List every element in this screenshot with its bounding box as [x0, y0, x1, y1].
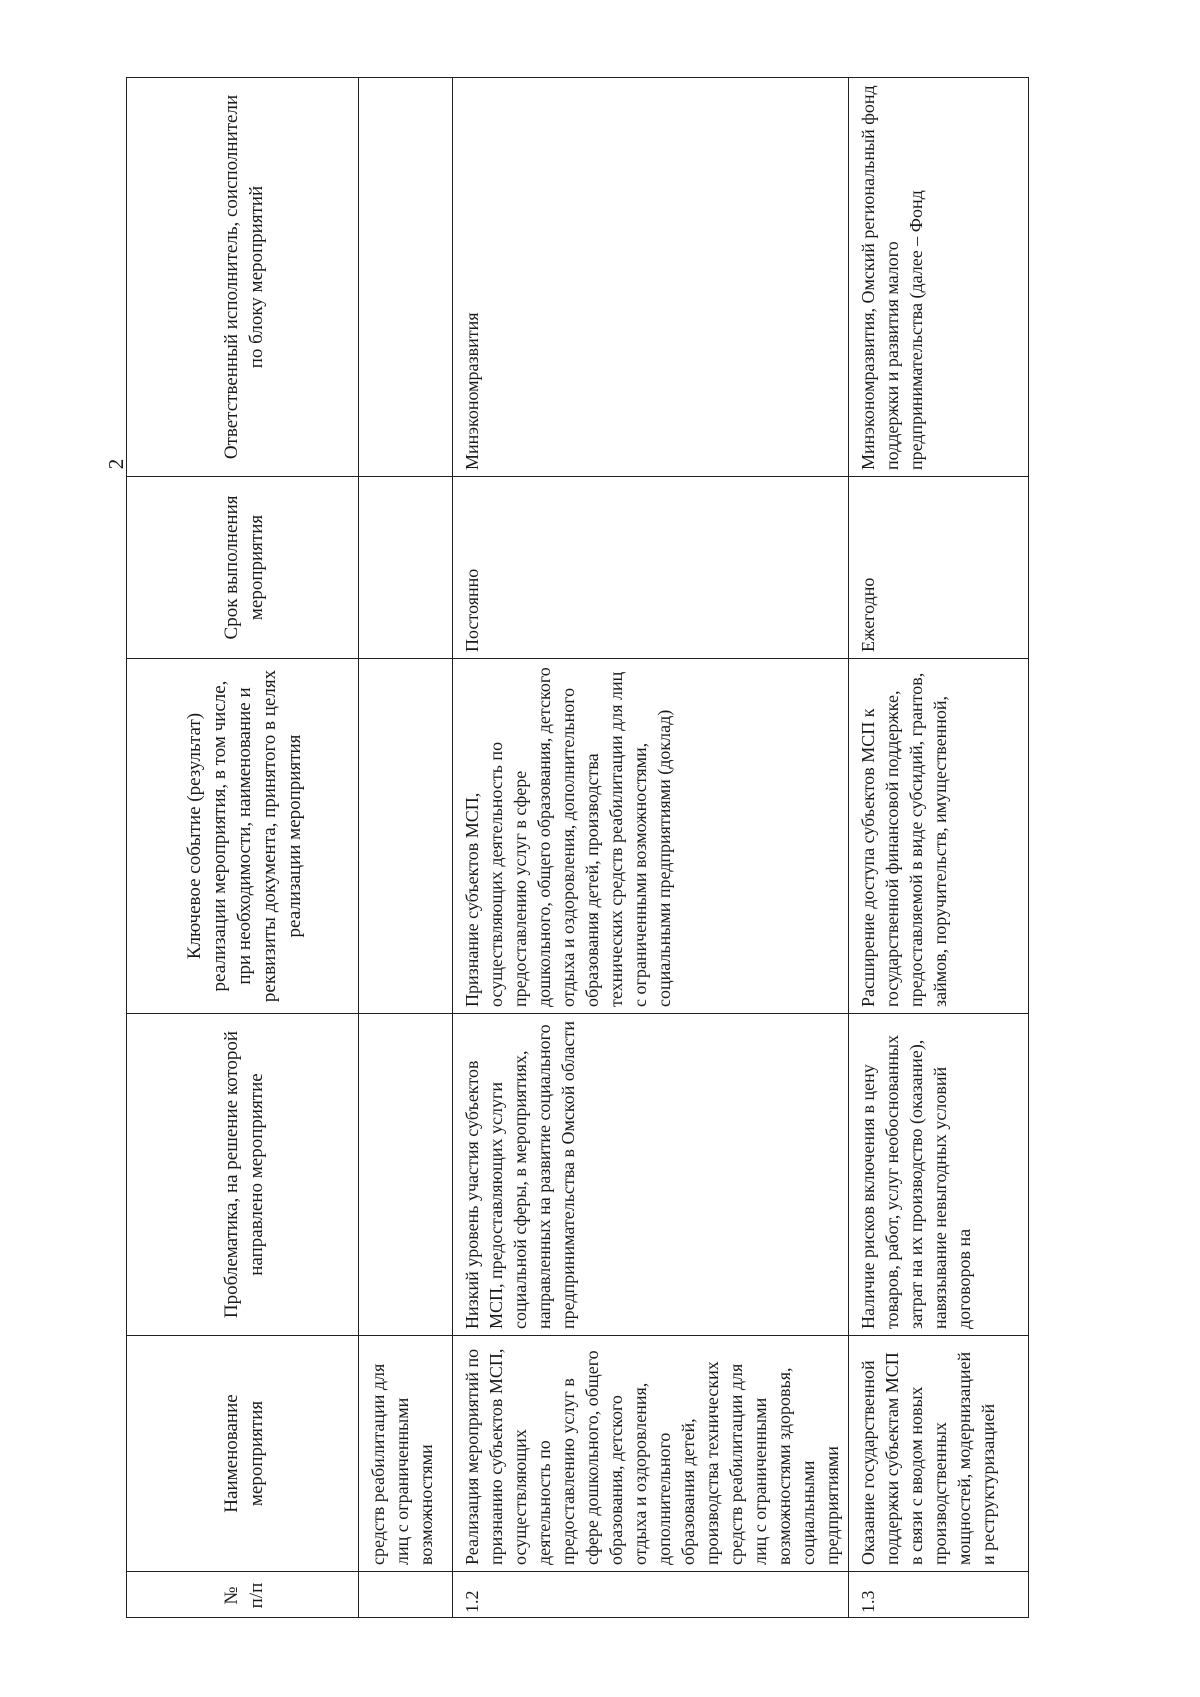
table-row — [453, 78, 849, 1618]
row-deadline: Постоянно — [453, 477, 849, 659]
rotated-table-wrapper — [126, 78, 998, 1618]
row-executor — [359, 78, 453, 477]
row-deadline — [359, 477, 453, 659]
row-name: Оказание государственной поддержки субъектам МСП в связи с вводом новых производственных мощностей, модернизацией и реструктуризацией — [849, 1336, 1029, 1572]
page-number: 2 — [104, 458, 128, 470]
header-num: № п/п — [127, 1572, 359, 1618]
table-row — [849, 78, 1029, 1618]
header-executor: Ответственный исполнитель, соисполнители по блоку мероприятий — [127, 78, 359, 477]
row-num: 1.2 — [453, 1572, 849, 1618]
row-num: 1.3 — [849, 1572, 1029, 1618]
row-problem: Низкий уровень участия субъектов МСП, предоставляющих услуги социальной сферы, в мероприятиях, направленных на развитие социального предпринимательства в Омской области — [453, 1014, 849, 1336]
row-deadline: Ежегодно — [849, 477, 1029, 659]
row-num — [359, 1572, 453, 1618]
table-header-row — [127, 78, 359, 1618]
activities-table — [126, 77, 1029, 1618]
header-name: Наименование мероприятия — [127, 1336, 359, 1572]
row-event: Расширение доступа субъектов МСП к государственной финансовой поддержке, предоставляемой в виде субсидий, грантов, займов, поручительств, имущественной, — [849, 659, 1029, 1014]
header-deadline: Срок выполнения мероприятия — [127, 477, 359, 659]
row-executor: Минэкономразвития, Омский региональный фонд поддержки и развития малого предпринимательства (далее – Фонд — [849, 78, 1029, 477]
header-problem: Проблематика, на решение которой направлено мероприятие — [127, 1014, 359, 1336]
row-event: Признание субъектов МСП, осуществляющих деятельность по предоставлению услуг в сфере дошкольного, общего образования, детского отдыха и оздоровления, дополнительного образования детей, производства технических средств реабилитации для лиц с ограниченными возможностями, социальными предприятиями (доклад) — [453, 659, 849, 1014]
table-row — [359, 78, 453, 1618]
row-name: средств реабилитации для лиц с ограниченными возможностями — [359, 1336, 453, 1572]
row-event — [359, 659, 453, 1014]
row-problem: Наличие рисков включения в цену товаров, работ, услуг необоснованных затрат на их производство (оказание), навязывание невыгодных условий договоров на — [849, 1014, 1029, 1336]
row-problem — [359, 1014, 453, 1336]
row-executor: Минэкономразвития — [453, 78, 849, 477]
row-name: Реализация мероприятий по признанию субъектов МСП, осуществляющих деятельность по предоставлению услуг в сфере дошкольного, общего образования, детского отдыха и оздоровления, дополнительного образования детей, производства технических средств реабилитации для лиц с ограниченными возможностями здоровья, социальными предприятиями — [453, 1336, 849, 1572]
header-event: Ключевое событие (результат) реализации мероприятия, в том числе, при необходимости, наименование и реквизиты документа, принятого в целях реализации мероприятия — [127, 659, 359, 1014]
